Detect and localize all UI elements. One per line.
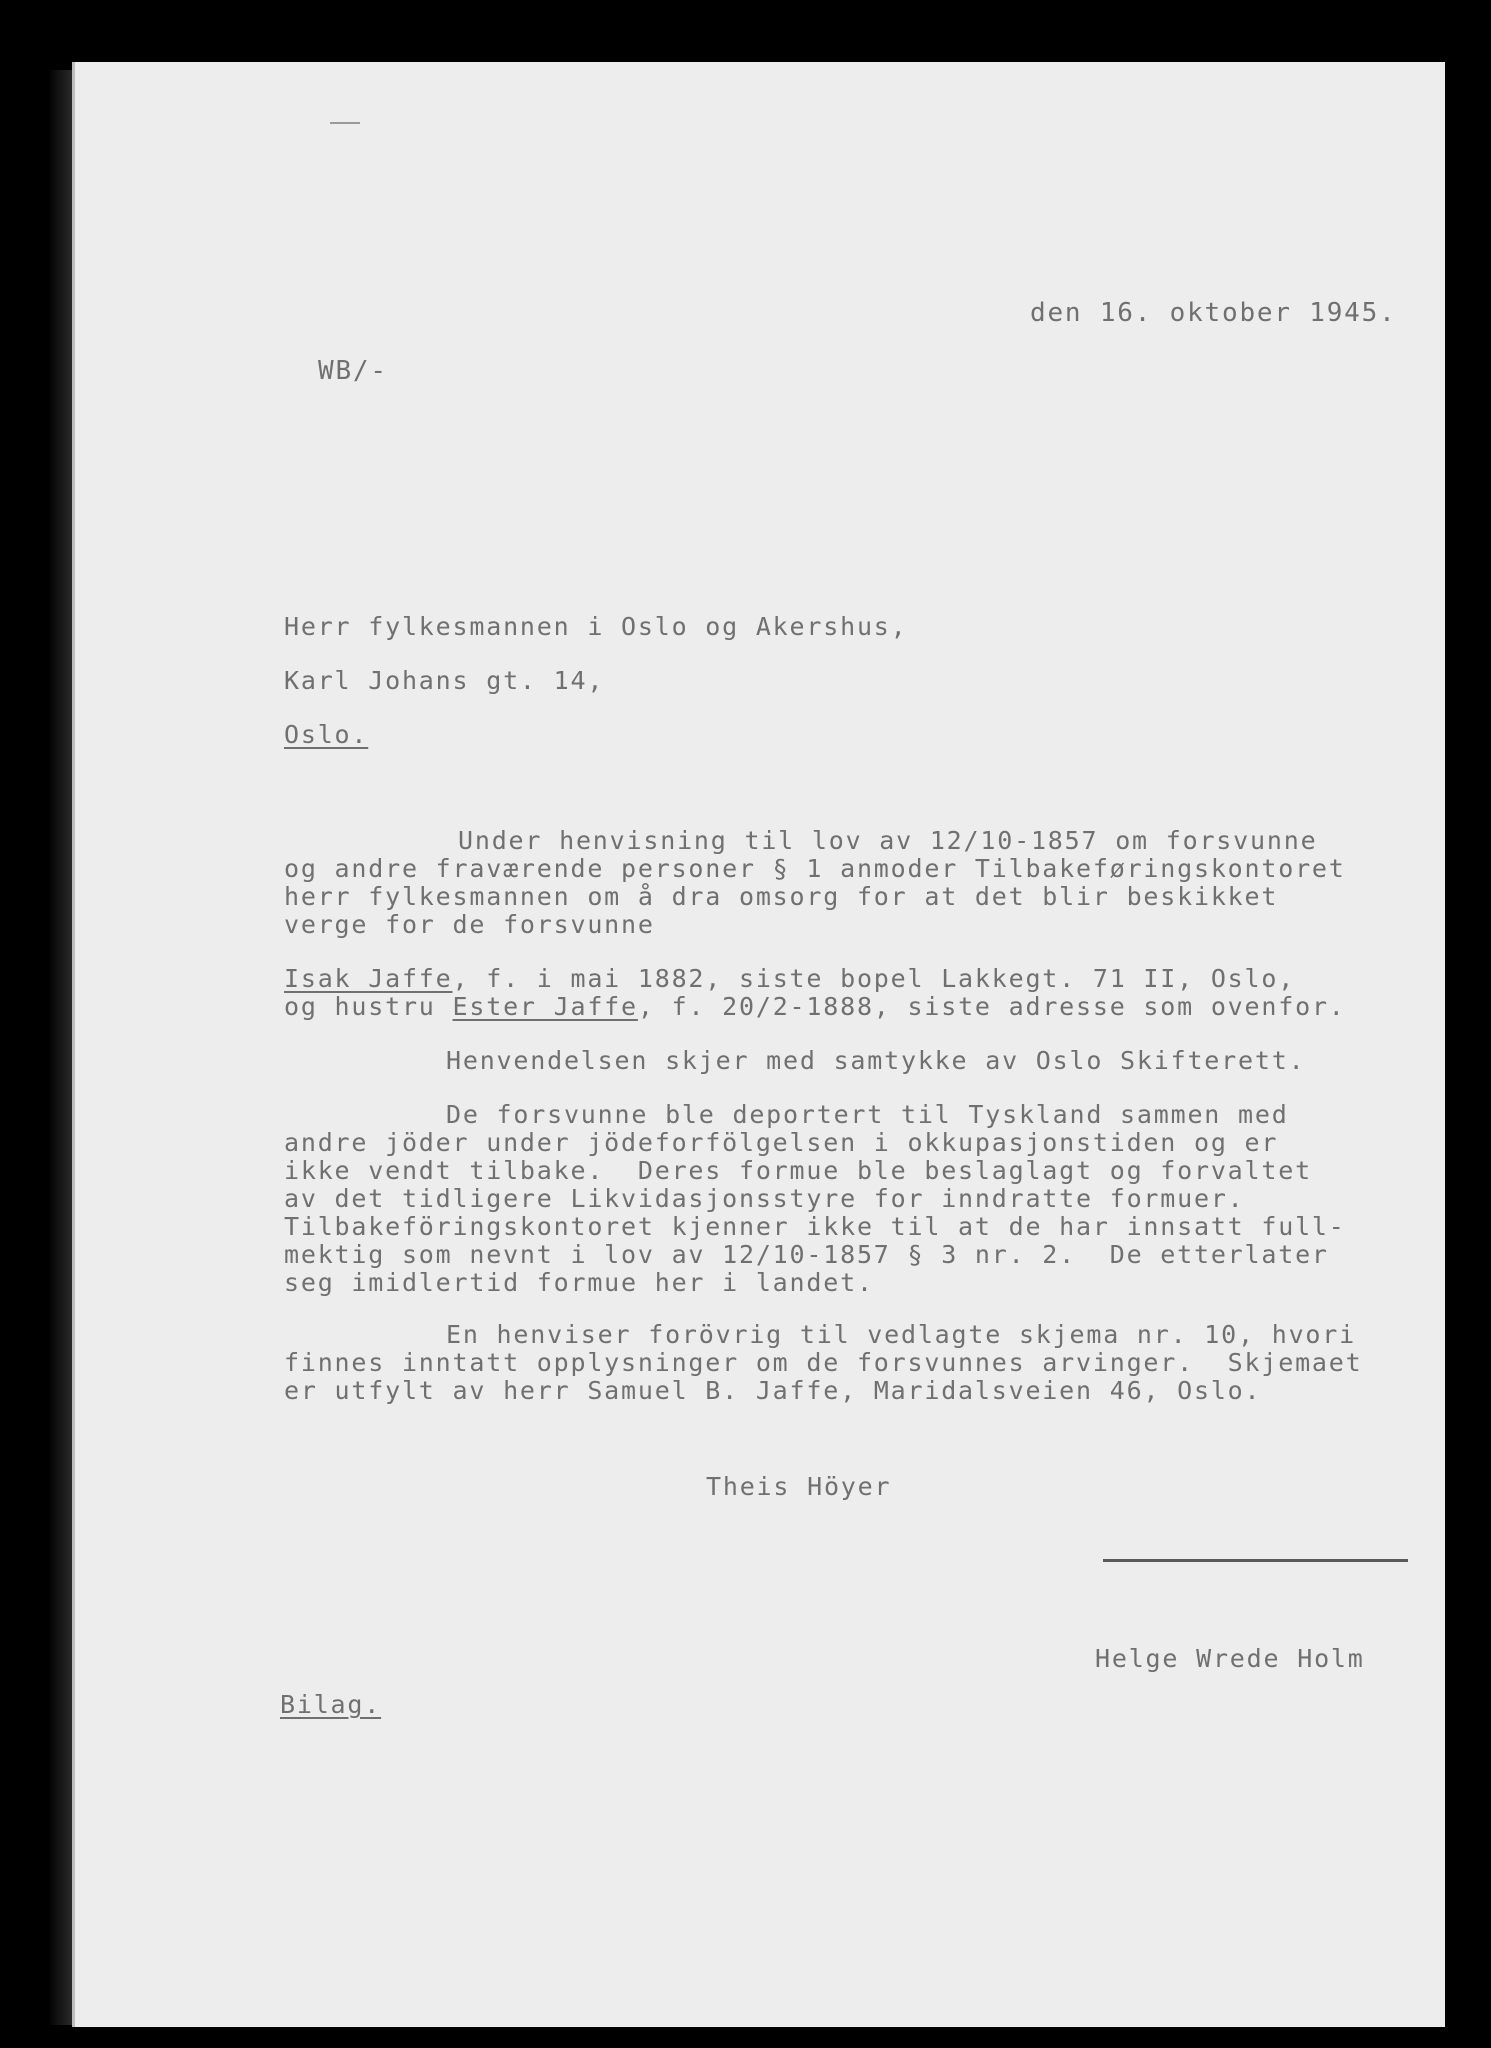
- recipient-line-3: Oslo.: [284, 720, 369, 749]
- paragraph-3-line-3: ikke vendt tilbake. Deres formue ble beslaglagt og forvaltet: [284, 1156, 1312, 1185]
- paragraph-2: Henvendelsen skjer med samtykke av Oslo Skifterett.: [446, 1046, 1306, 1075]
- paragraph-4-line-2: finnes inntatt opplysninger om de forsvunnes arvinger. Skjemaet: [284, 1348, 1363, 1377]
- person-2-details: , f. 20/2-1888, siste adresse som ovenfor.: [637, 992, 1346, 1021]
- paragraph-4-line-1: En henviser forövrig til vedlagte skjema nr. 10, hvori: [446, 1320, 1356, 1349]
- person-1-details: , f. i mai 1882, siste bopel Lakkegt. 71 II, Oslo,: [452, 964, 1296, 993]
- person-line-1: [284, 964, 1295, 994]
- recipient-line-1: Herr fylkesmannen i Oslo og Akershus,: [284, 612, 908, 641]
- paragraph-3-line-7: seg imidlertid formue her i landet.: [284, 1268, 874, 1297]
- paragraph-1-line-4: verge for de forsvunne: [284, 910, 655, 939]
- scan-edge-shadow: [50, 70, 72, 2025]
- paragraph-3-line-1: De forsvunne ble deportert til Tyskland sammen med: [446, 1100, 1289, 1129]
- paragraph-1-line-2: og andre fraværende personer § 1 anmoder Tilbakeføringskontoret: [284, 854, 1346, 883]
- paragraph-3-line-2: andre jöder under jödeforfölgelsen i okkupasjonstiden og er: [284, 1128, 1279, 1157]
- margin-mark: [330, 122, 360, 124]
- recipient-line-2: Karl Johans gt. 14,: [284, 666, 605, 695]
- signature-line: [1103, 1559, 1408, 1562]
- paragraph-1-line-3: herr fylkesmannen om å dra omsorg for at det blir beskikket: [284, 882, 1279, 911]
- enclosure-note: Bilag.: [280, 1690, 382, 1719]
- paragraph-3-line-4: av det tidligere Likvidasjonsstyre for inndratte formuer.: [284, 1184, 1245, 1213]
- paragraph-3-line-6: mektig som nevnt i lov av 12/10-1857 § 3 nr. 2. De etterlater: [284, 1240, 1329, 1269]
- signatory-1: Theis Höyer: [706, 1472, 892, 1501]
- reference-code: WB/-: [318, 356, 388, 386]
- letter-date: den 16. oktober 1945.: [1030, 298, 1397, 328]
- signatory-2: Helge Wrede Holm: [1095, 1644, 1365, 1673]
- person-line-2: [284, 992, 1346, 1022]
- person-2-name: Ester Jaffe: [452, 992, 638, 1021]
- paragraph-3-line-5: Tilbakeföringskontoret kjenner ikke til at de har innsatt full-: [284, 1212, 1346, 1241]
- person-2-prefix: og hustru: [284, 992, 453, 1021]
- paper-sheet: [72, 62, 1445, 2027]
- paragraph-1-line-1: Under henvisning til lov av 12/10-1857 om forsvunne: [458, 826, 1318, 855]
- paragraph-4-line-3: er utfylt av herr Samuel B. Jaffe, Maridalsveien 46, Oslo.: [284, 1376, 1262, 1405]
- person-1-name: Isak Jaffe: [284, 964, 453, 993]
